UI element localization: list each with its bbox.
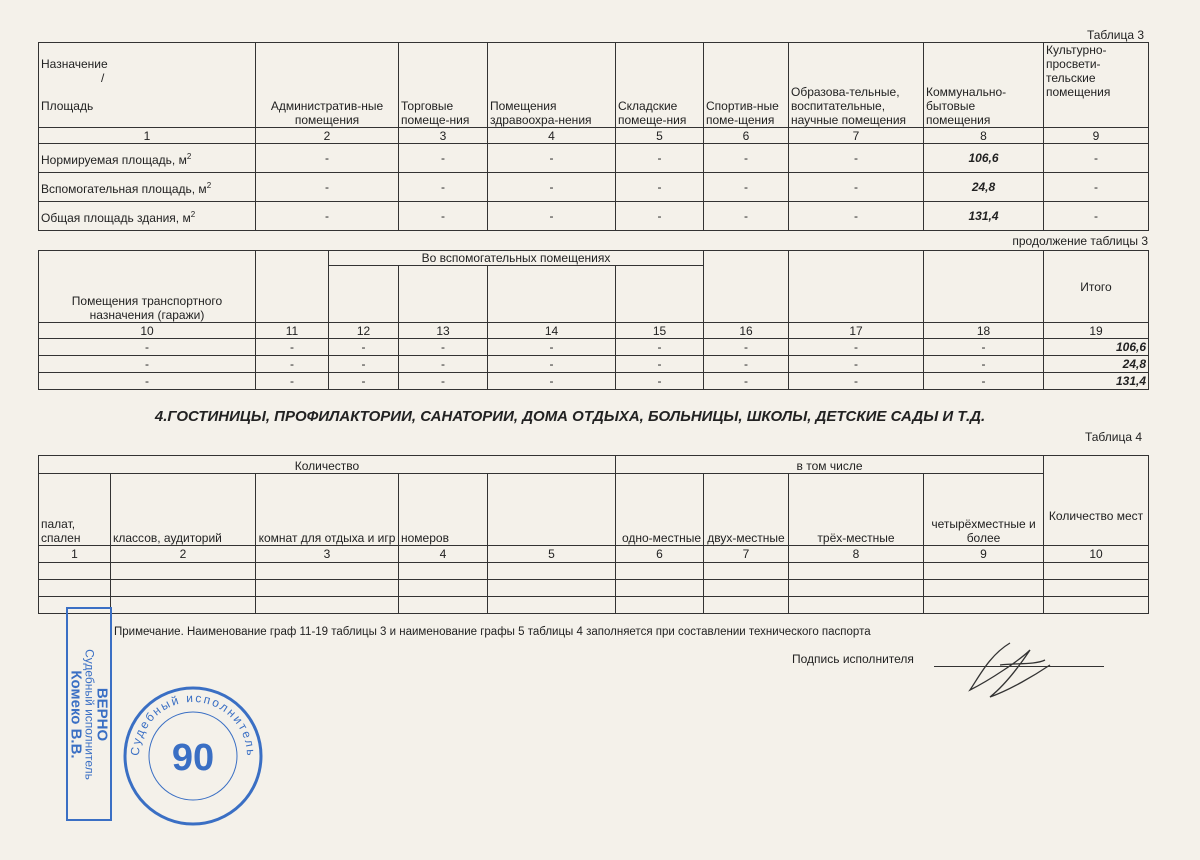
col-header: Административ-ные помещения bbox=[256, 43, 399, 128]
cell: - bbox=[256, 202, 399, 231]
cell bbox=[1044, 597, 1149, 614]
signature-icon bbox=[950, 635, 1060, 705]
cell: 24,8 bbox=[924, 173, 1044, 202]
cell: - bbox=[616, 356, 704, 373]
round-seal bbox=[122, 685, 264, 827]
col10-header: Помещения транспортного назначения (гаражи) bbox=[39, 251, 256, 323]
col-header: Образова-тельные, воспитательные, научные помещения bbox=[789, 43, 924, 128]
total-header: Итого bbox=[1044, 251, 1149, 323]
cell: - bbox=[1044, 144, 1149, 173]
col-number: 2 bbox=[111, 546, 256, 563]
col-number: 9 bbox=[1044, 128, 1149, 144]
col-number: 10 bbox=[1044, 546, 1149, 563]
cell bbox=[39, 563, 111, 580]
cell: 106,6 bbox=[924, 144, 1044, 173]
cell: - bbox=[329, 373, 399, 390]
col-header bbox=[488, 474, 616, 546]
cell: - bbox=[924, 373, 1044, 390]
cell bbox=[789, 563, 924, 580]
cell bbox=[789, 597, 924, 614]
col-header: палат, спален bbox=[39, 474, 111, 546]
cell: - bbox=[399, 173, 488, 202]
cell: - bbox=[704, 373, 789, 390]
col-header: четырёхместные и более bbox=[924, 474, 1044, 546]
row-label-text: Нормируемая площадь, м bbox=[41, 152, 187, 167]
cell bbox=[704, 563, 789, 580]
cell: - bbox=[789, 202, 924, 231]
group-quantity: Количество bbox=[39, 456, 616, 474]
cell: 131,4 bbox=[1044, 373, 1149, 390]
row-label bbox=[39, 173, 256, 202]
cell bbox=[329, 266, 399, 323]
table-row bbox=[39, 373, 1149, 390]
cell: - bbox=[704, 339, 789, 356]
cell: 24,8 bbox=[1044, 356, 1149, 373]
cell: - bbox=[488, 144, 616, 173]
cell: - bbox=[256, 373, 329, 390]
col-number: 16 bbox=[704, 323, 789, 339]
col-header: трёх-местные bbox=[789, 474, 924, 546]
cell: - bbox=[399, 144, 488, 173]
cell: - bbox=[924, 339, 1044, 356]
col-number: 1 bbox=[39, 546, 111, 563]
cell: - bbox=[616, 173, 704, 202]
cell bbox=[1044, 580, 1149, 597]
col-number: 7 bbox=[704, 546, 789, 563]
cell: 131,4 bbox=[924, 202, 1044, 231]
cell bbox=[789, 580, 924, 597]
stamp-verified: ВЕРНО bbox=[93, 687, 111, 742]
group-header: Во вспомогательных помещениях bbox=[329, 251, 704, 266]
cell bbox=[111, 563, 256, 580]
cell bbox=[488, 597, 616, 614]
cell bbox=[399, 597, 488, 614]
cell bbox=[488, 580, 616, 597]
col-number: 8 bbox=[789, 546, 924, 563]
cell: - bbox=[1044, 173, 1149, 202]
col-header: комнат для отдыха и игр bbox=[256, 474, 399, 546]
cell: - bbox=[789, 356, 924, 373]
table-row bbox=[39, 597, 1149, 614]
cell bbox=[39, 580, 111, 597]
cell: - bbox=[488, 339, 616, 356]
table-3-continuation bbox=[38, 250, 1149, 390]
cell bbox=[616, 563, 704, 580]
seal-number: 90 bbox=[171, 737, 215, 779]
cell: - bbox=[329, 339, 399, 356]
cell: - bbox=[39, 356, 256, 373]
cell bbox=[399, 580, 488, 597]
cell: - bbox=[616, 339, 704, 356]
section-4-title: 4.ГОСТИНИЦЫ, ПРОФИЛАКТОРИИ, САНАТОРИИ, ДОМА ОТДЫХА, БОЛЬНИЦЫ, ШКОЛЫ, ДЕТСКИЕ САДЫ И Т.Д. bbox=[154, 408, 986, 425]
cell: - bbox=[39, 373, 256, 390]
table-row bbox=[39, 356, 1149, 373]
cell: - bbox=[399, 373, 488, 390]
cell: - bbox=[256, 339, 329, 356]
table3-caption: Таблица 3 bbox=[1086, 28, 1144, 42]
cell: - bbox=[256, 173, 399, 202]
cell bbox=[1044, 563, 1149, 580]
col18-header bbox=[924, 251, 1044, 323]
cell bbox=[256, 563, 399, 580]
col-number: 11 bbox=[256, 323, 329, 339]
col-header: Спортив-ные поме-щения bbox=[704, 43, 789, 128]
col-header: двух-местные bbox=[704, 474, 789, 546]
superscript: 2 bbox=[190, 209, 196, 219]
col-number: 10 bbox=[39, 323, 256, 339]
stamp-name: Комеко В.В. bbox=[67, 670, 85, 759]
corner-slash: / bbox=[101, 71, 105, 85]
col17-header bbox=[789, 251, 924, 323]
corner-bottom: Площадь bbox=[41, 99, 94, 113]
cell: - bbox=[616, 373, 704, 390]
col-number: 18 bbox=[924, 323, 1044, 339]
col-header: номеров bbox=[399, 474, 488, 546]
col-number: 15 bbox=[616, 323, 704, 339]
col-number: 5 bbox=[488, 546, 616, 563]
cell bbox=[488, 266, 616, 323]
col-header: Количество мест bbox=[1044, 456, 1149, 546]
table-row bbox=[39, 202, 1149, 231]
superscript: 2 bbox=[186, 151, 192, 161]
corner-header bbox=[39, 43, 256, 128]
cell: - bbox=[616, 144, 704, 173]
col-header: Помещения здравоохра-нения bbox=[488, 43, 616, 128]
row-label-text: Вспомогательная площадь, м bbox=[41, 181, 207, 196]
superscript: 2 bbox=[206, 180, 212, 190]
cell: - bbox=[329, 356, 399, 373]
col-header: Торговые помеще-ния bbox=[399, 43, 488, 128]
cell: - bbox=[789, 173, 924, 202]
col-number: 17 bbox=[789, 323, 924, 339]
table-3 bbox=[38, 42, 1149, 231]
group-including: в том числе bbox=[616, 456, 1044, 474]
col-header: одно-местные bbox=[616, 474, 704, 546]
cell bbox=[616, 266, 704, 323]
col-number: 14 bbox=[488, 323, 616, 339]
stamp-role: Судебный исполнитель bbox=[82, 649, 97, 780]
cell: - bbox=[704, 356, 789, 373]
corner-top: Назначение bbox=[41, 57, 108, 71]
cell bbox=[924, 597, 1044, 614]
col-header: Складские помеще-ния bbox=[616, 43, 704, 128]
cell: - bbox=[256, 144, 399, 173]
cell: - bbox=[704, 144, 789, 173]
col-number: 4 bbox=[399, 546, 488, 563]
cell bbox=[256, 580, 399, 597]
cell bbox=[704, 580, 789, 597]
cell: - bbox=[399, 202, 488, 231]
col-number: 6 bbox=[616, 546, 704, 563]
cell: - bbox=[616, 202, 704, 231]
col-number: 3 bbox=[256, 546, 399, 563]
cell bbox=[924, 580, 1044, 597]
col-number: 5 bbox=[616, 128, 704, 144]
row-label-text: Общая площадь здания, м bbox=[41, 210, 191, 225]
cell: - bbox=[1044, 202, 1149, 231]
cell bbox=[924, 563, 1044, 580]
col-header: классов, аудиторий bbox=[111, 474, 256, 546]
seal-text: Судебный исполнитель bbox=[127, 690, 259, 758]
cell: - bbox=[488, 373, 616, 390]
col-number: 7 bbox=[789, 128, 924, 144]
col-number: 8 bbox=[924, 128, 1044, 144]
cell bbox=[399, 266, 488, 323]
col16-header bbox=[704, 251, 789, 323]
cell bbox=[616, 597, 704, 614]
cell: - bbox=[488, 356, 616, 373]
cell: - bbox=[789, 144, 924, 173]
table-row bbox=[39, 563, 1149, 580]
cell bbox=[488, 563, 616, 580]
col-number: 2 bbox=[256, 128, 399, 144]
cell bbox=[111, 597, 256, 614]
table3-cont-caption: продолжение таблицы 3 bbox=[1012, 234, 1148, 248]
cell: - bbox=[256, 356, 329, 373]
col-header: Коммунально-бытовые помещения bbox=[924, 43, 1044, 128]
table-row bbox=[39, 580, 1149, 597]
col-number: 1 bbox=[39, 128, 256, 144]
col-number: 19 bbox=[1044, 323, 1149, 339]
table-row bbox=[39, 144, 1149, 173]
col-number: 6 bbox=[704, 128, 789, 144]
table-4 bbox=[38, 455, 1149, 614]
col-header: Культурно-просвети-тельские помещения bbox=[1044, 43, 1149, 128]
note: Примечание. Наименование граф 11-19 таблицы 3 и наименование графы 5 таблицы 4 заполняется при составлении технического паспорта bbox=[114, 626, 871, 638]
cell: - bbox=[704, 173, 789, 202]
cell: 106,6 bbox=[1044, 339, 1149, 356]
cell bbox=[704, 597, 789, 614]
signature-label: Подпись исполнителя bbox=[792, 652, 914, 666]
col-number: 9 bbox=[924, 546, 1044, 563]
row-label bbox=[39, 202, 256, 231]
table-row bbox=[39, 339, 1149, 356]
col-number: 13 bbox=[399, 323, 488, 339]
table4-caption: Таблица 4 bbox=[1084, 430, 1142, 444]
cell: - bbox=[399, 356, 488, 373]
cell bbox=[399, 563, 488, 580]
table-row bbox=[39, 173, 1149, 202]
col11-header bbox=[256, 251, 329, 323]
cell: - bbox=[488, 173, 616, 202]
cell bbox=[616, 580, 704, 597]
row-label bbox=[39, 144, 256, 173]
cell bbox=[256, 597, 399, 614]
col-number: 3 bbox=[399, 128, 488, 144]
cell: - bbox=[704, 202, 789, 231]
cell: - bbox=[789, 339, 924, 356]
verified-stamp bbox=[66, 607, 112, 821]
cell: - bbox=[399, 339, 488, 356]
cell bbox=[111, 580, 256, 597]
cell: - bbox=[488, 202, 616, 231]
cell: - bbox=[789, 373, 924, 390]
col-number: 4 bbox=[488, 128, 616, 144]
cell: - bbox=[39, 339, 256, 356]
cell: - bbox=[924, 356, 1044, 373]
col-number: 12 bbox=[329, 323, 399, 339]
